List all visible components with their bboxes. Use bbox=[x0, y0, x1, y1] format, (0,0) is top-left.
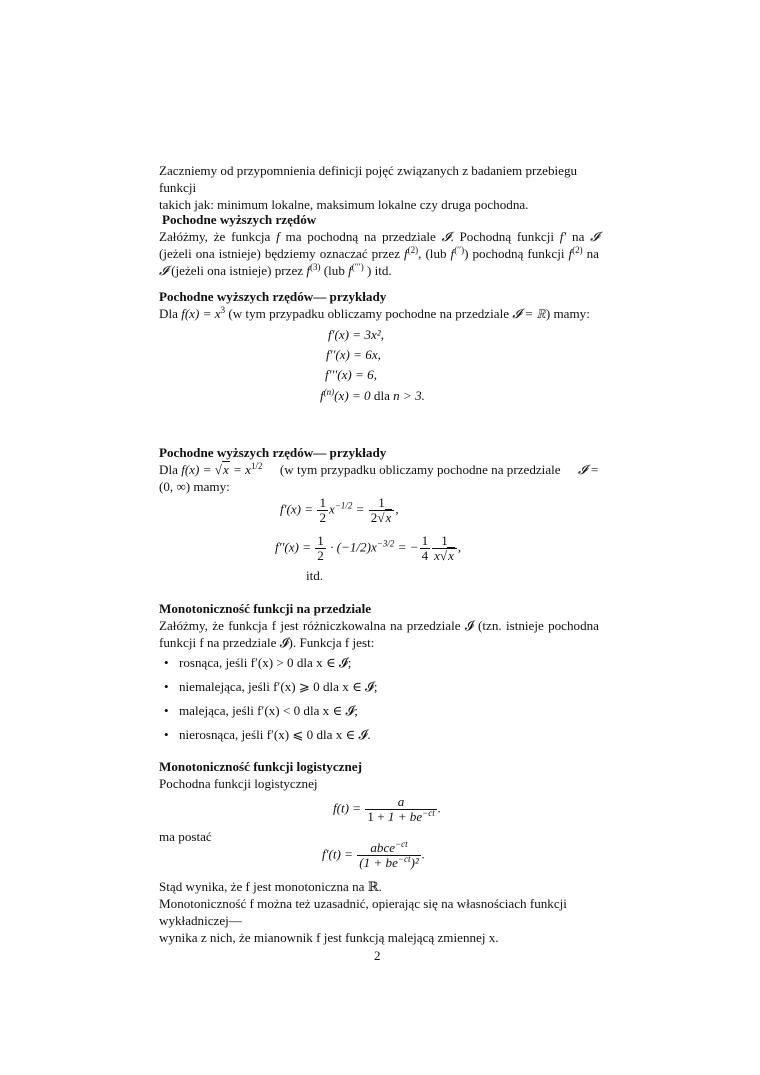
section-conclusion bbox=[159, 878, 639, 946]
equation-sqrt-second-derivative: f′′(x) = $\frac{1}{2}$ · $(-1/2)x^{-3/2}$ = − $\frac{1}{4}$ $\frac{1}{x√x}$ , bbox=[275, 533, 462, 563]
section-higher-derivatives bbox=[159, 211, 599, 279]
section-intro: Pochodna funkcji logistycznej bbox=[159, 776, 318, 791]
equation-sqrt-first-derivative: f′(x) = $\frac{1}{2}$ $x^{-1/2}$ = $\frac{1}{2√x}$ , bbox=[280, 495, 399, 525]
section-heading: Pochodne wyższych rzędów— przykłady bbox=[159, 445, 387, 460]
section-heading: Monotoniczność funkcji logistycznej bbox=[159, 759, 362, 774]
intro-line-2: takich jak: minimum lokalne, maksimum lokalne czy druga pochodna. bbox=[159, 197, 529, 212]
section-examples-2 bbox=[159, 444, 599, 495]
section-examples-1 bbox=[159, 288, 599, 322]
section-body-line-1: Dla $f(x) = √x = x^{1/2}$ (w tym przypadku obliczamy pochodne na przedziale 𝓘 = bbox=[159, 461, 599, 477]
equation-first-derivative: f′(x) = 3x², bbox=[328, 327, 384, 342]
page-number: 2 bbox=[374, 948, 381, 963]
list-item: • malejąca, jeśli f′(x) < 0 dla x ∈ 𝓘; bbox=[164, 703, 358, 719]
section-heading: Pochodne wyższych rzędów— przykłady bbox=[159, 289, 387, 304]
itd-text: itd. bbox=[306, 568, 324, 583]
conclusion-line-2: Monotoniczność f można też uzasadnić, opierając się na własnościach funkcji wykładniczej— bbox=[159, 896, 567, 928]
intro-paragraph bbox=[159, 162, 599, 213]
list-item: • rosnąca, jeśli f′(x) > 0 dla x ∈ 𝓘; bbox=[164, 655, 351, 671]
list-item: • nierosnąca, jeśli f′(x) ⩽ 0 dla x ∈ 𝓘. bbox=[164, 727, 371, 743]
section-body-line-1: Załóżmy, że funkcja f jest różniczkowalna na przedziale 𝓘 (tzn. istnieje pochodna bbox=[159, 618, 599, 633]
section-heading: Pochodne wyższych rzędów bbox=[162, 212, 317, 227]
section-body-line-2: (0, ∞) mamy: bbox=[159, 479, 230, 494]
section-monotonicity bbox=[159, 600, 599, 651]
conclusion-line-1: Stąd wynika, że f jest monotoniczna na ℝ. bbox=[159, 879, 382, 894]
section-body: Załóżmy, że funkcja f ma pochodną na przedziale 𝓘. Pochodną funkcji f′ na 𝓘 (jeżeli ona istnieje) będziemy oznaczać przez $f^{(2)}$, (lub f(′′)) pochodną funkcji $f^{(2)}$ na 𝓘 (jeżeli ona istnieje) przez $f^{(3)}$ (lub f(′′′) ) itd. bbox=[159, 229, 599, 278]
equation-nth-derivative: $f^{(n)}(x) = 0$ dla n > 3. bbox=[320, 387, 425, 403]
section-heading: Monotoniczność funkcji na przedziale bbox=[159, 601, 372, 616]
list-item: • niemalejąca, jeśli f′(x) ⩾ 0 dla x ∈ 𝓘; bbox=[164, 679, 378, 695]
section-logistic bbox=[159, 758, 599, 792]
intro-line-1: Zaczniemy od przypomnienia definicji pojęć związanych z badaniem przebiegu funkcji bbox=[159, 163, 578, 195]
equation-logistic: f(t) = $\frac{a}{1 + 1 + be^{-ct}}$ . bbox=[333, 794, 442, 824]
section-body-line-2: funkcji f na przedziale 𝓘). Funkcja f jest: bbox=[159, 635, 375, 650]
section-body: Dla $f(x) = x^3$ (w tym przypadku obliczamy pochodne na przedziale 𝓘 = ℝ) mamy: bbox=[159, 305, 590, 321]
conclusion-line-3: wynika z nich, że mianownik f jest funkcją malejącą zmiennej x. bbox=[159, 930, 499, 945]
equation-second-derivative: f′′(x) = 6x, bbox=[326, 347, 381, 362]
equation-logistic-derivative: f′(t) = $\frac{abce^{-ct}}{(1 + be^{-ct})^2}$ . bbox=[322, 839, 426, 870]
equation-third-derivative: f′′′(x) = 6, bbox=[325, 367, 377, 382]
ma-postac-text: ma postać bbox=[159, 829, 212, 844]
